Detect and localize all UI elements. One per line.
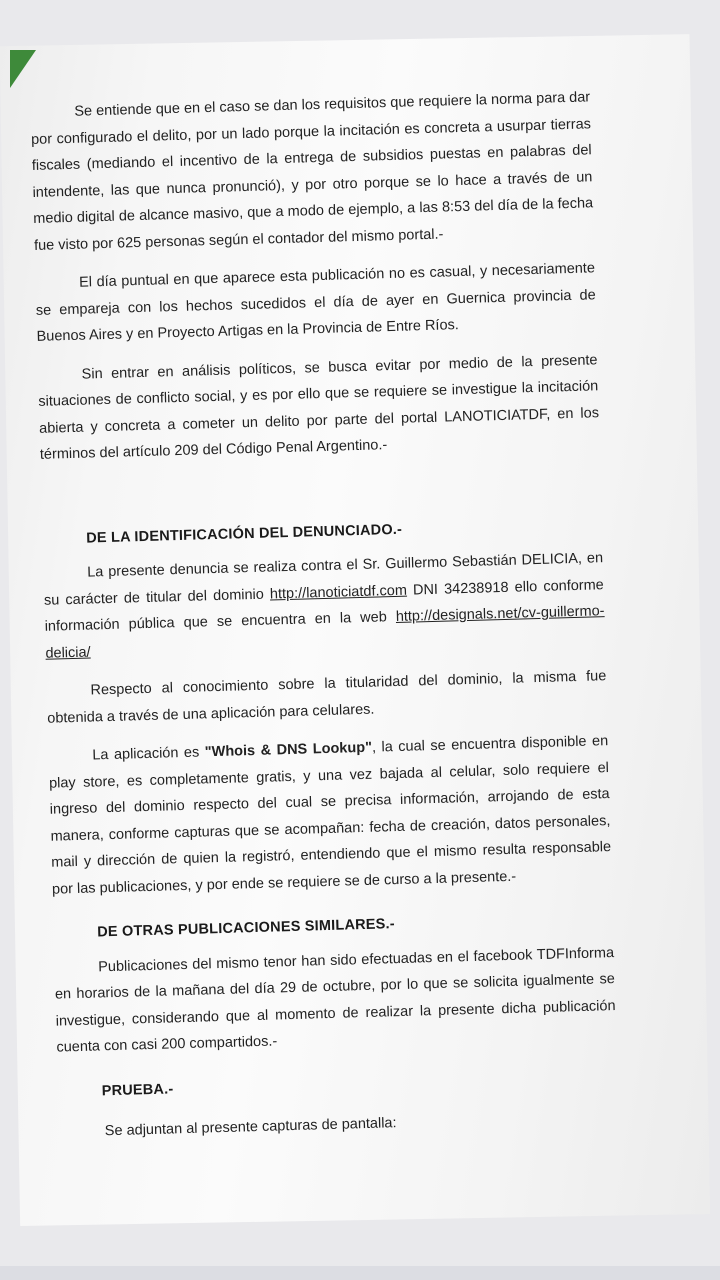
document-body <box>30 84 619 1146</box>
paragraph-publicaciones: Publicaciones del mismo tenor han sido efectuadas en el facebook TDFInforma en horarios de la mañana del día 29 de octubre, por lo que se solicita igualmente se investigue, considerando que al momento de realizar la presente dicha publicación cuenta con casi 200 compartidos.- <box>54 944 616 1056</box>
denuncia-text-2: DNI 34238918 ello conforme información pública que se encuentra en la web <box>44 576 604 635</box>
folder-corner-tab <box>10 50 36 88</box>
cv-link[interactable]: http://designals.net/cv-guillermo-delicia/ <box>45 603 605 662</box>
domain-link[interactable]: http://lanoticiatdf.com <box>269 582 408 602</box>
paragraph-denuncia <box>43 545 606 667</box>
heading-otras-publicaciones: DE OTRAS PUBLICACIONES SIMILARES.- <box>97 916 396 941</box>
paragraph-capturas: Se adjuntan al presente capturas de pantalla: <box>104 1115 397 1140</box>
denuncia-text-1: La presente denuncia se realiza contra el Sr. Guillermo Sebastián DELICIA, en su carácter de titular del dominio <box>43 550 604 609</box>
paragraph-analisis: Sin entrar en análisis políticos, se busca evitar por medio de la presente situaciones de conflicto social, y es por ello que se requiere se investigue la incitación abierta y concreta a cometer un delito por parte del portal LANOTICIATDF, en los términos del artículo 209 del Código Penal Argentino.- <box>38 351 600 463</box>
aplicacion-text-2: , la cual se encuentra disponible en play store, es completamente gratis, y una vez bajada al celular, solo requiere el ingreso del dominio respecto del cual se precisa información, arrojando de esta manera, conforme capturas que se acompañan: fecha de creación, datos personales, mail y dirección de quien la registró, entendiendo que el mismo resulta responsable por las publicaciones, y por ende se requiere se de curso a la presente.- <box>48 733 612 898</box>
paragraph-titularidad: Respecto al conocimiento sobre la titularidad del dominio, la misma fue obtenida a través de una aplicación para celulares. <box>47 668 607 727</box>
paragraph-dia-puntual: El día puntual en que aparece esta publicación no es casual, y necesariamente se empareja con los hechos sucedidos el día de ayer en Guernica provincia de Buenos Aires y en Proyecto Artigas en la Provincia de Entre Ríos. <box>35 260 596 345</box>
bottom-strip <box>0 1266 720 1280</box>
aplicacion-text-1: La aplicación es <box>92 744 206 764</box>
paragraph-requisitos: Se entiende que en el caso se dan los requisitos que requiere la norma para dar por configurado el delito, por un lado porque la incitación es concreta a usurpar tierras fiscales (mediando el incentivo de la entrega de subsidios puestas en palabras del intendente, las que nunca pronunció), y por otro porque se lo hace a través de un medio digital de alcance masivo, que a modo de ejemplo, a las 8:53 del día de la fecha fue visto por 625 personas según el contador del mismo portal.- <box>30 89 594 254</box>
heading-identificacion: DE LA IDENTIFICACIÓN DEL DENUNCIADO.- <box>86 521 403 547</box>
paragraph-aplicacion <box>48 728 612 903</box>
app-name: "Whois & DNS Lookup" <box>204 739 373 761</box>
heading-prueba: PRUEBA.- <box>101 1080 174 1099</box>
